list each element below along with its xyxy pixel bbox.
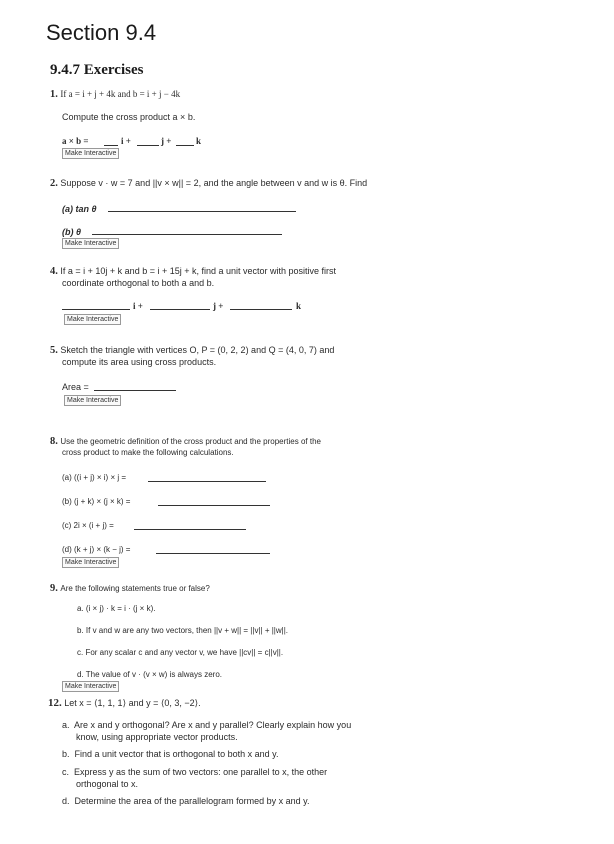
part-a-expression: (a) ((i + j) × i) × j = [62, 473, 127, 482]
subsection-title: 9.4.7 Exercises [50, 62, 144, 78]
exercise-2 [50, 177, 367, 190]
exercise-stem-continued: compute its area using cross products. [62, 357, 217, 367]
answer-blank-k[interactable] [230, 309, 292, 310]
answer-blank-k[interactable] [176, 145, 194, 146]
cross-product-lhs: a × b = [62, 136, 89, 146]
part-d-expression: (d) (k + j) × (k − j) = [62, 545, 131, 554]
exercise-stem-continued: coordinate orthogonal to both a and b. [62, 278, 215, 288]
part-text: Are x and y orthogonal? Are x and y parallel? Clearly explain how you [74, 720, 352, 730]
exercise-9 [50, 582, 210, 595]
answer-blank-d[interactable] [156, 553, 270, 554]
exercise-1 [50, 88, 180, 101]
exercise-12 [48, 697, 201, 709]
answer-blank-i[interactable] [104, 145, 118, 146]
statement-b: b. If v and w are any two vectors, then ||v + w|| = ||v|| + ||w||. [77, 626, 289, 635]
exercise-stem: Use the geometric definition of the cross product and the properties of the [60, 437, 321, 446]
answer-blank-j[interactable] [150, 309, 210, 310]
k-component-label: k [296, 301, 302, 311]
exercise-stem: If a = i + 10j + k and b = i + 15j + k, find a unit vector with positive first [60, 266, 337, 276]
statement-d: d. The value of v · (v × w) is always zero. [77, 670, 223, 679]
answer-blank-c[interactable] [134, 529, 246, 530]
make-interactive-button[interactable]: Make Interactive [62, 557, 119, 568]
part-label: b. [62, 749, 70, 759]
exercise-stem: Let x = ⟨1, 1, 1⟩ and y = ⟨0, 3, −2⟩. [64, 698, 201, 708]
k-component-label: k [196, 136, 202, 146]
part-c-expression: (c) 2i × (i + j) = [62, 521, 114, 530]
part-text: Find a unit vector that is orthogonal to both x and y. [74, 749, 279, 759]
make-interactive-button[interactable]: Make Interactive [64, 395, 121, 406]
part-12c [62, 766, 327, 778]
part-a-label: (a) tan θ [62, 204, 97, 214]
answer-blank-a[interactable] [148, 481, 266, 482]
part-12d [62, 795, 310, 807]
exercise-number: 4. [50, 266, 58, 277]
i-component-label: i + [121, 136, 131, 146]
exercise-number: 9. [50, 583, 58, 594]
statement-a: a. (i × j) · k = i · (j × k). [77, 604, 156, 613]
answer-blank-tan[interactable] [108, 211, 296, 212]
i-component-label: i + [133, 301, 143, 311]
statement-c: c. For any scalar c and any vector v, we have ||cv|| = c||v||. [77, 648, 284, 657]
part-b-expression: (b) (j + k) × (j × k) = [62, 497, 131, 506]
make-interactive-button[interactable]: Make Interactive [62, 238, 119, 249]
part-text: Determine the area of the parallelogram formed by x and y. [74, 796, 310, 806]
answer-blank-area[interactable] [94, 390, 176, 391]
answer-blank-j[interactable] [137, 145, 159, 146]
part-12a [62, 719, 351, 731]
make-interactive-button[interactable]: Make Interactive [62, 681, 119, 692]
part-label: c. [62, 767, 70, 777]
area-label: Area = [62, 382, 89, 392]
make-interactive-button[interactable]: Make Interactive [62, 148, 119, 159]
exercise-number: 8. [50, 436, 58, 447]
part-label: d. [62, 796, 70, 806]
answer-blank-b[interactable] [158, 505, 270, 506]
exercise-stem: If a = i + j + 4k and b = i + j − 4k [60, 89, 181, 99]
j-component-label: j + [213, 301, 224, 311]
exercise-instruction: Compute the cross product a × b. [62, 112, 196, 122]
exercise-stem: Are the following statements true or false? [60, 584, 210, 593]
exercise-number: 1. [50, 89, 58, 100]
page-title: Section 9.4 [46, 20, 157, 45]
part-text-continued: orthogonal to x. [76, 779, 139, 789]
exercise-number: 12. [48, 697, 62, 709]
exercise-stem-continued: cross product to make the following calculations. [62, 448, 234, 457]
exercise-number: 5. [50, 345, 58, 356]
part-12b [62, 748, 279, 760]
answer-blank-theta[interactable] [92, 234, 282, 235]
make-interactive-button[interactable]: Make Interactive [64, 314, 121, 325]
answer-blank-i[interactable] [62, 309, 130, 310]
part-b-label: (b) θ [62, 227, 82, 237]
exercise-stem: Sketch the triangle with vertices O, P = (0, 2, 2) and Q = (4, 0, 7) and [60, 345, 335, 355]
part-text-continued: know, using appropriate vector products. [76, 732, 238, 742]
exercise-number: 2. [50, 178, 58, 189]
j-component-label: j + [161, 136, 172, 146]
part-text: Express y as the sum of two vectors: one parallel to x, the other [74, 767, 328, 777]
exercise-stem: Suppose v · w = 7 and ||v × w|| = 2, and the angle between v and w is θ. Find [60, 178, 368, 188]
part-label: a. [62, 720, 70, 730]
